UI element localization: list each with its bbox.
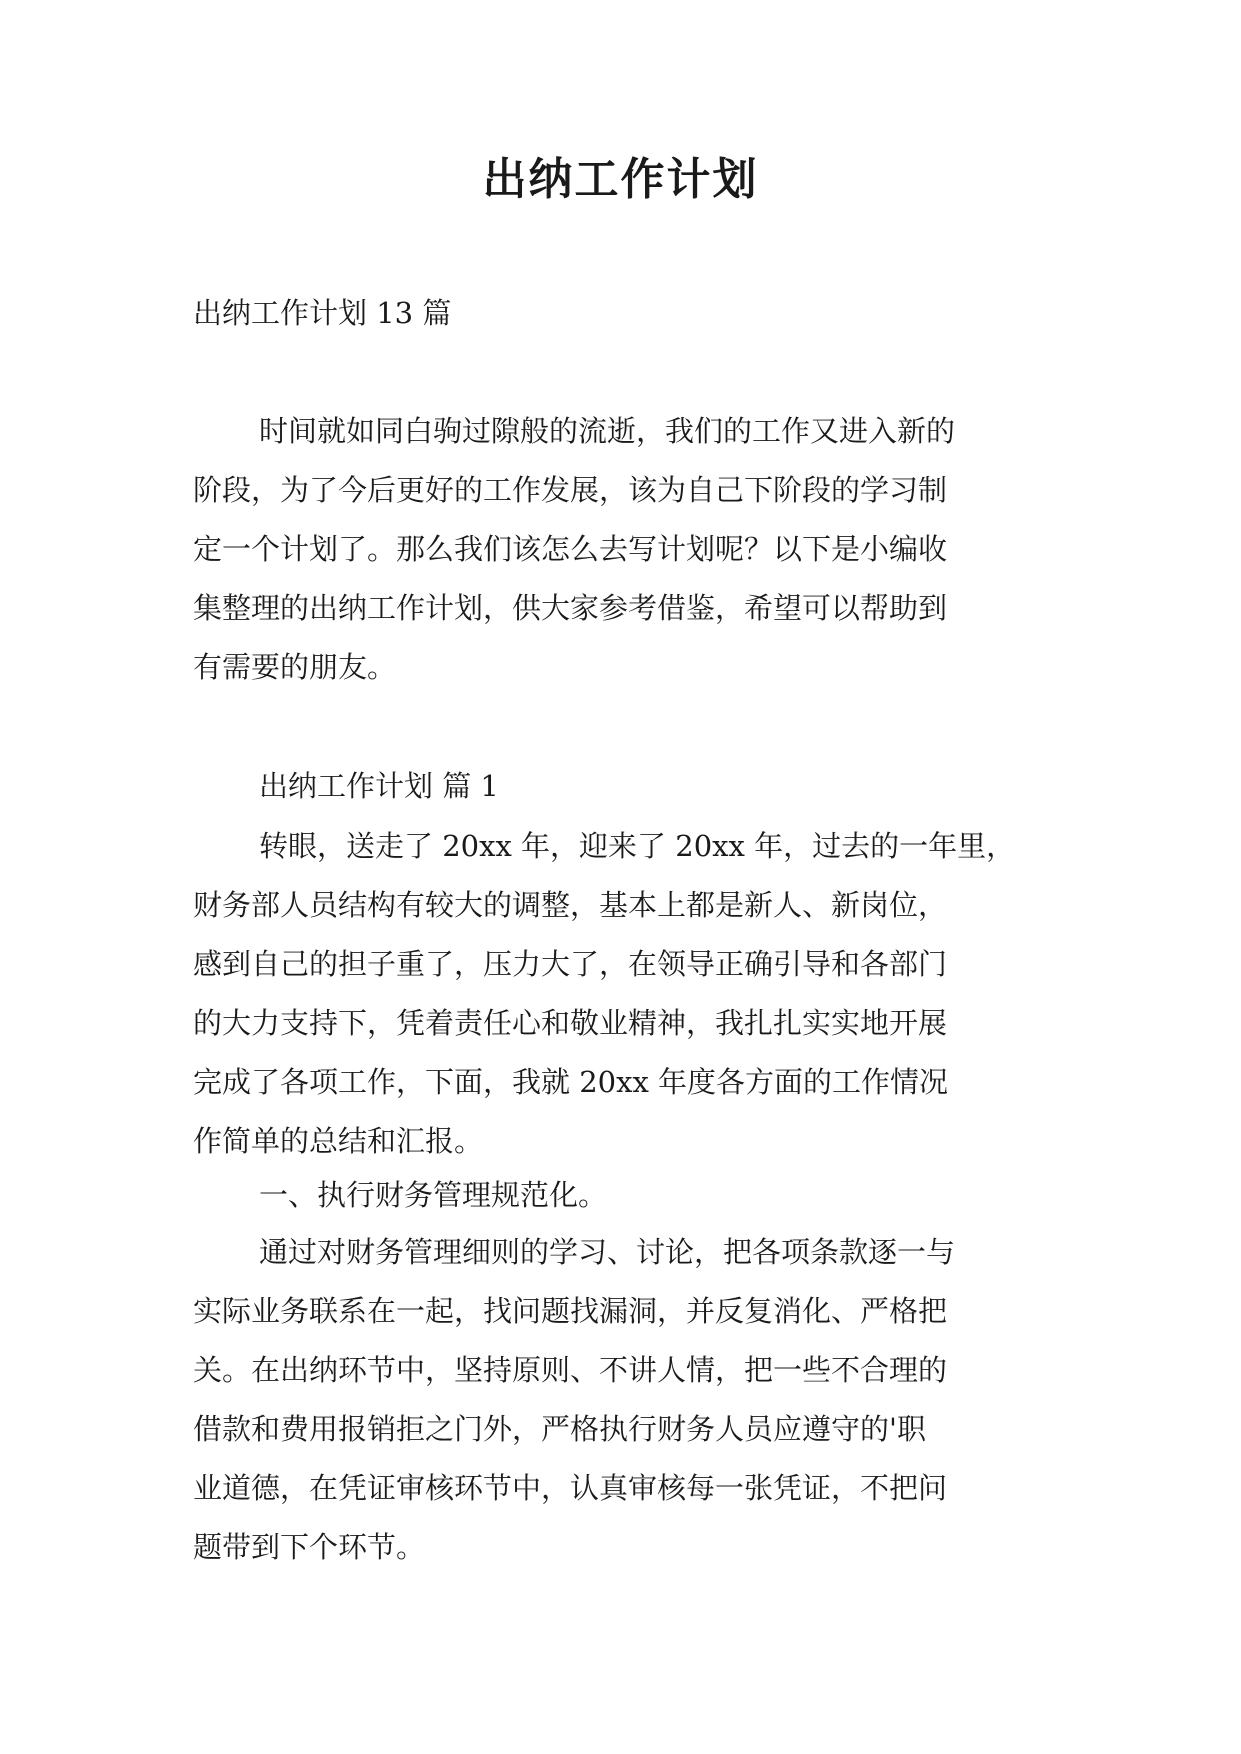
document-subtitle: 出纳工作计划 13 篇: [193, 296, 452, 330]
body-line: 借款和费用报销拒之门外，严格执行财务人员应遵守的'职: [193, 1412, 926, 1446]
intro-line: 时间就如同白驹过隙般的流逝，我们的工作又进入新的: [259, 414, 956, 448]
subheading: [193, 1166, 1093, 1225]
body-line: 作简单的总结和汇报。: [193, 1124, 484, 1158]
body-line: 完成了各项工作，下面，我就 20xx 年度各方面的工作情况: [193, 1065, 949, 1099]
intro-line: 阶段，为了今后更好的工作发展，该为自己下阶段的学习制: [193, 473, 948, 507]
body-line: 转眼，送走了 20xx 年，迎来了 20xx 年，过去的一年里，: [259, 829, 1016, 863]
body-line: 关。在出纳环节中，坚持原则、不讲人情，把一些不合理的: [193, 1353, 948, 1387]
body-line: 业道德，在凭证审核环节中，认真审核每一张凭证，不把问: [193, 1471, 948, 1505]
document-title: 出纳工作计划: [482, 154, 759, 205]
body-line: 财务部人员结构有较大的调整，基本上都是新人、新岗位，: [193, 888, 948, 922]
body-line: 的大力支持下，凭着责任心和敬业精神，我扎扎实实地开展: [193, 1006, 948, 1040]
section-body-paragraph: [193, 817, 1093, 1171]
subheading-body-paragraph: [193, 1223, 1093, 1577]
section-title: [193, 757, 1093, 816]
intro-line: 集整理的出纳工作计划，供大家参考借鉴，希望可以帮助到: [193, 591, 948, 625]
subheading-text: 一、执行财务管理规范化。: [259, 1178, 608, 1212]
body-line: 感到自己的担子重了，压力大了，在领导正确引导和各部门: [193, 947, 948, 981]
body-line: 通过对财务管理细则的学习、讨论，把各项条款逐一与: [259, 1235, 956, 1269]
section-title-text: 出纳工作计划 篇 1: [259, 769, 499, 803]
body-line: 题带到下个环节。: [193, 1530, 426, 1564]
intro-line: 定一个计划了。那么我们该怎么去写计划呢？以下是小编收: [193, 532, 948, 566]
intro-line: 有需要的朋友。: [193, 650, 397, 684]
body-line: 实际业务联系在一起，找问题找漏洞，并反复消化、严格把: [193, 1294, 948, 1328]
intro-paragraph: [193, 402, 1093, 697]
